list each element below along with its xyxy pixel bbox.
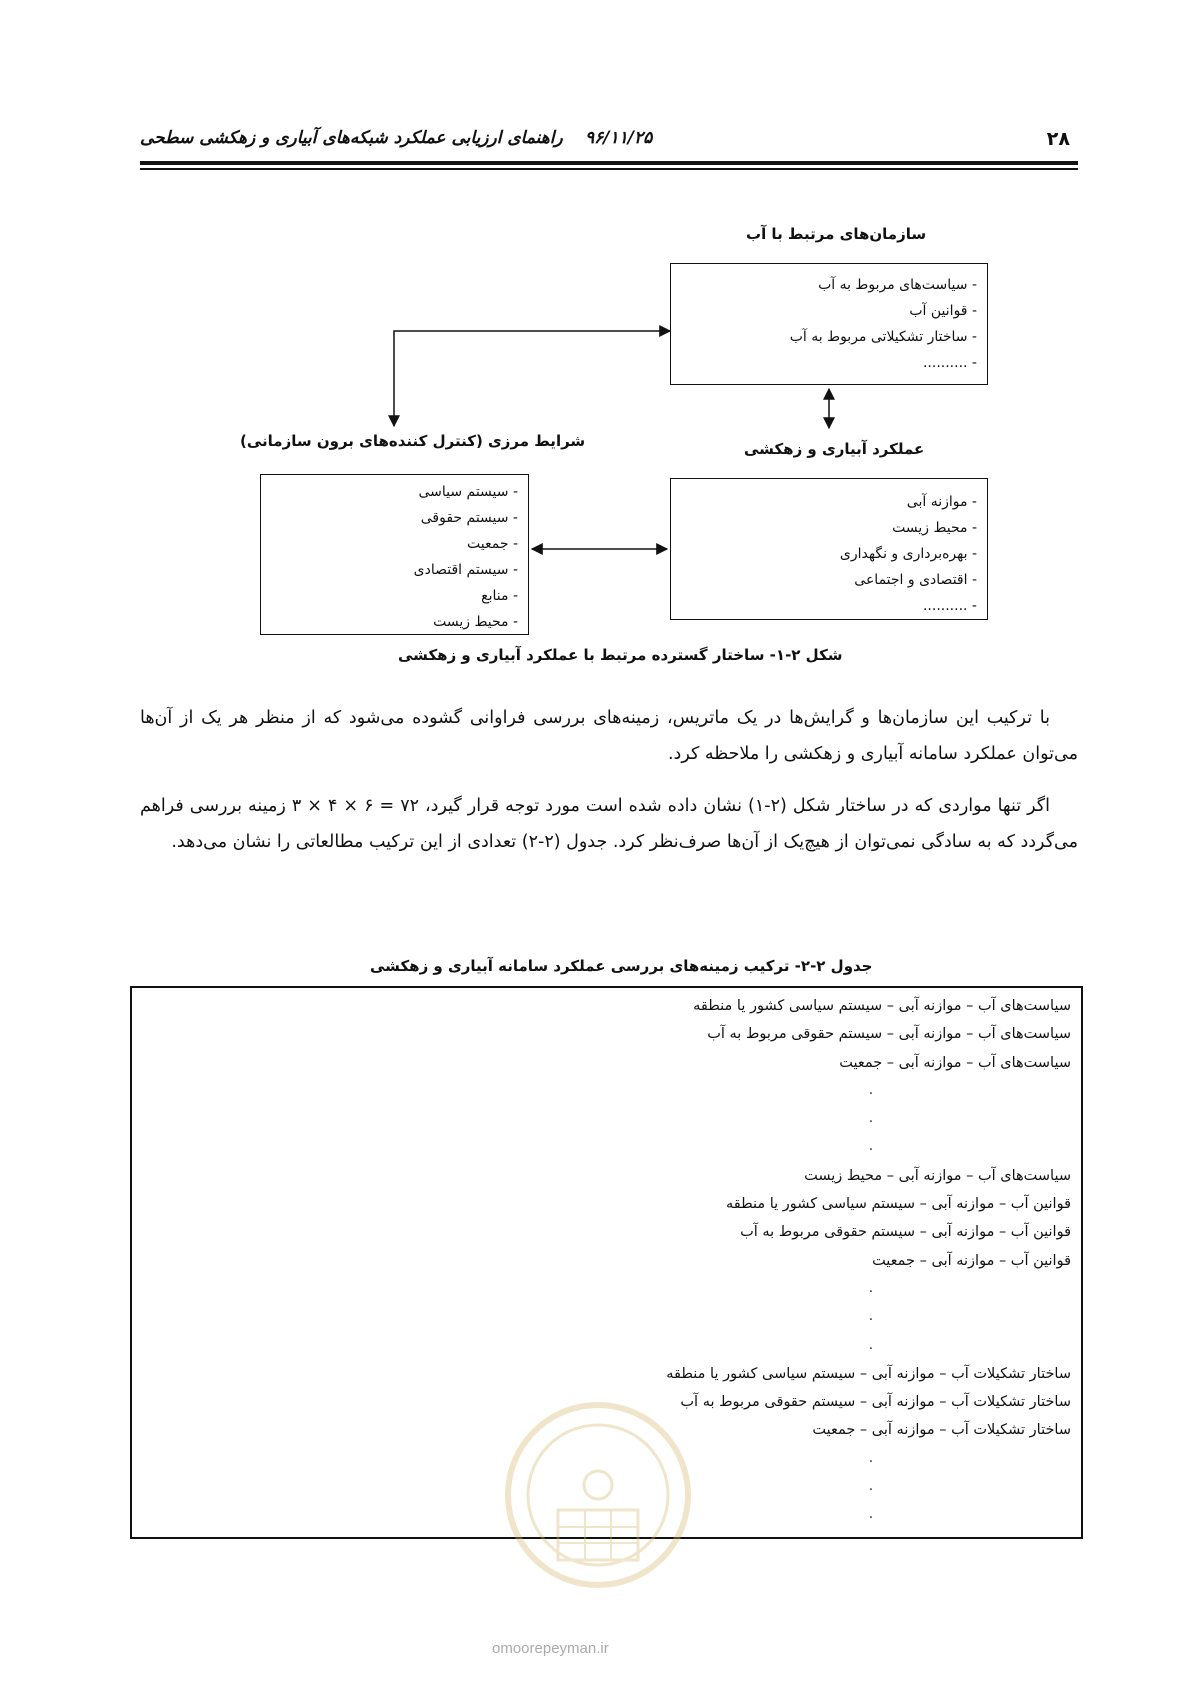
table-caption: جدول ۲-۲- ترکیب زمینه‌های بررسی عملکرد سامانه آبیاری و زهکشی bbox=[370, 957, 873, 975]
arrow-org-boundary bbox=[394, 331, 670, 426]
table-row: قوانین آب – موازنه آبی – سیستم سیاسی کشور یا منطقه bbox=[725, 1196, 1071, 1213]
table-row-ellipsis: . bbox=[868, 1337, 874, 1353]
boundary-title: شرایط مرزی (کنترل کننده‌های برون سازمانی) bbox=[240, 432, 586, 450]
table-row-ellipsis: . bbox=[868, 1479, 874, 1495]
org-item: - ساختار تشکیلاتی مربوط به آب bbox=[789, 329, 977, 345]
org-item: - سیاست‌های مربوط به آب bbox=[818, 277, 977, 293]
table-row-ellipsis: . bbox=[868, 1309, 874, 1325]
table-row-ellipsis: . bbox=[868, 1280, 874, 1296]
table-row-ellipsis: . bbox=[868, 1111, 874, 1127]
perf-item: - موازنه آبی bbox=[906, 494, 977, 510]
boundary-item: - سیستم حقوقی bbox=[420, 510, 518, 526]
diagram-arrows bbox=[0, 0, 1190, 700]
table-row: قوانین آب – موازنه آبی – جمعیت bbox=[872, 1252, 1071, 1269]
table-row-ellipsis: . bbox=[868, 1450, 874, 1466]
figure-caption: شکل ۲-۱- ساختار گسترده مرتبط با عملکرد آبیاری و زهکشی bbox=[398, 646, 843, 664]
table-row-ellipsis: . bbox=[868, 1082, 874, 1098]
watermark-seal-icon bbox=[488, 1400, 708, 1600]
perf-item: - .......... bbox=[922, 598, 977, 614]
table-row-ellipsis: . bbox=[868, 1507, 874, 1523]
table-row: سیاست‌های آب – موازنه آبی – سیستم حقوقی مربوط به آب bbox=[707, 1026, 1071, 1043]
table-row: سیاست‌های آب – موازنه آبی – محیط زیست bbox=[804, 1167, 1071, 1184]
org-item: - قوانین آب bbox=[909, 303, 977, 319]
table-row: ساختار تشکیلات آب – موازنه آبی – سیستم سیاسی کشور یا منطقه bbox=[666, 1365, 1071, 1382]
table-row: سیاست‌های آب – موازنه آبی – سیستم سیاسی کشور یا منطقه bbox=[693, 998, 1071, 1014]
boundary-item: - جمعیت bbox=[467, 536, 518, 552]
perf-item: - محیط زیست bbox=[892, 520, 977, 536]
header-date: ۹۶/۱۱/۲۵ bbox=[585, 128, 653, 148]
table-row-ellipsis: . bbox=[868, 1139, 874, 1155]
table-row: سیاست‌های آب – موازنه آبی – جمعیت bbox=[839, 1054, 1071, 1071]
perf-title: عملکرد آبیاری و زهکشی bbox=[744, 440, 925, 458]
watermark-url: omoorepeyman.ir bbox=[492, 1640, 609, 1657]
perf-item: - اقتصادی و اجتماعی bbox=[854, 572, 977, 588]
boundary-item: - محیط زیست bbox=[433, 614, 518, 630]
table-row: ساختار تشکیلات آب – موازنه آبی – سیستم حقوقی مربوط به آب bbox=[680, 1394, 1071, 1411]
boundary-item: - سیستم سیاسی bbox=[418, 484, 518, 500]
page-number: ۲۸ bbox=[1046, 128, 1070, 150]
boundary-item: - منابع bbox=[481, 588, 518, 604]
paragraph: با ترکیب این سازمان‌ها و گرایش‌ها در یک ماتریس، زمینه‌های بررسی فراوانی گشوده می‌شود که از منظر هر یک از آن‌ها می‌توان عملکرد سامانه آبیاری و زهکشی را ملاحظه کرد. bbox=[140, 708, 1078, 764]
table-body bbox=[666, 992, 1071, 1530]
header-title: راهنمای ارزیابی عملکرد شبکه‌های آبیاری و زهکشی سطحی bbox=[140, 128, 563, 148]
perf-item: - بهره‌برداری و نگهداری bbox=[839, 546, 977, 562]
table-row: ساختار تشکیلات آب – موازنه آبی – جمعیت bbox=[812, 1422, 1071, 1439]
boundary-item: - سیستم اقتصادی bbox=[413, 562, 518, 578]
org-title: سازمان‌های مرتبط با آب bbox=[746, 225, 927, 243]
org-item: - .......... bbox=[922, 355, 977, 371]
table-row: قوانین آب – موازنه آبی – سیستم حقوقی مربوط به آب bbox=[740, 1224, 1071, 1241]
paragraph: اگر تنها مواردی که در ساختار شکل (۲-۱) نشان داده شده است مورد توجه قرار گیرد، ۷۲ = ۶ × ۴ × ۳ زمینه بررسی فراهم می‌گردد که به سادگی نمی‌توان از هیچ‌یک از آن‌ها صرف‌نظر کرد. جدول (۲-۲) تعدادی از این ترکیب مطالعاتی را نشان می‌دهد. bbox=[140, 796, 1078, 852]
